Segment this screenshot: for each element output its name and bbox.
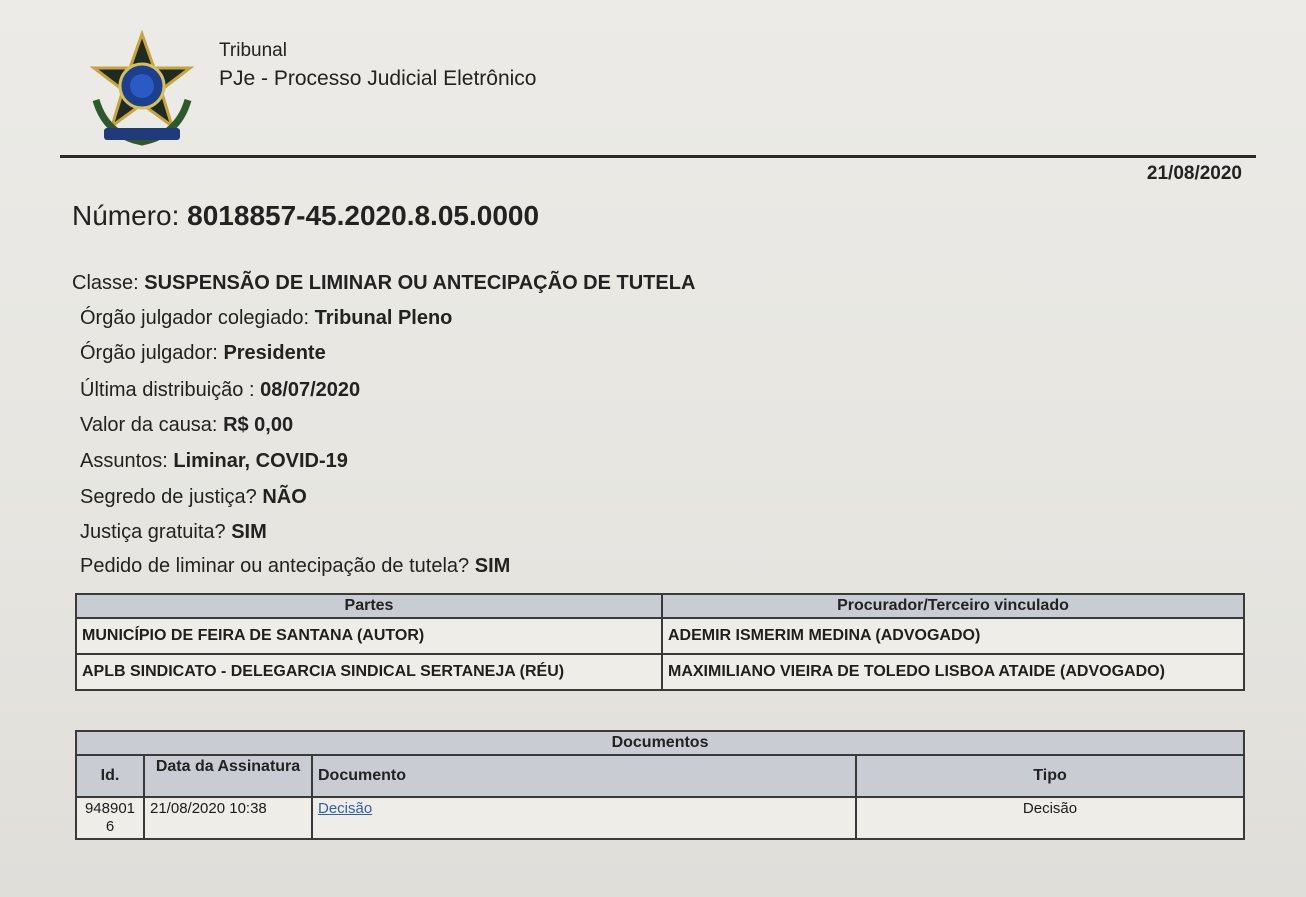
field-orgao-colegiado	[80, 307, 452, 330]
attorney-cell: ADEMIR ISMERIM MEDINA (ADVOGADO)	[662, 618, 1244, 654]
party-cell: MUNICÍPIO DE FEIRA DE SANTANA (AUTOR)	[76, 618, 662, 654]
table-row	[76, 618, 1244, 654]
field-justica-gratuita	[80, 521, 267, 544]
attorney-header: Procurador/Terceiro vinculado	[662, 594, 1244, 618]
field-orgao-julgador	[80, 342, 326, 365]
field-segredo-justica	[80, 486, 307, 509]
attorney-cell: MAXIMILIANO VIEIRA DE TOLEDO LISBOA ATAIDE (ADVOGADO)	[662, 654, 1244, 690]
print-date: 21/08/2020	[1146, 163, 1242, 184]
document-link[interactable]: Decisão	[318, 800, 373, 817]
system-name: PJe - Processo Judicial Eletrônico	[219, 67, 537, 90]
field-valor-causa	[80, 414, 293, 437]
process-number-value: 8018857-45.2020.8.05.0000	[187, 200, 540, 231]
documents-title: Documentos	[76, 731, 1244, 755]
doc-date-cell: 21/08/2020 10:38	[144, 797, 312, 839]
field-value: Liminar, COVID-19	[173, 450, 348, 472]
parties-header: Partes	[76, 594, 662, 618]
field-label: Assuntos:	[80, 450, 168, 472]
doc-name-cell	[312, 797, 856, 839]
doc-type-cell: Decisão	[856, 797, 1244, 839]
field-value: Tribunal Pleno	[314, 307, 453, 329]
documents-table	[75, 730, 1245, 840]
field-pedido-liminar	[80, 555, 510, 578]
court-name: Tribunal	[219, 40, 287, 61]
doc-name-header: Documento	[312, 755, 856, 797]
field-label: Segredo de justiça?	[80, 486, 257, 508]
field-label: Última distribuição :	[80, 379, 255, 401]
field-label: Pedido de liminar ou antecipação de tutela?	[80, 555, 470, 577]
field-value: R$ 0,00	[223, 414, 294, 436]
process-number	[72, 200, 539, 232]
field-ultima-distribuicao	[80, 379, 360, 402]
doc-type-header: Tipo	[856, 755, 1244, 797]
header-divider	[60, 155, 1256, 158]
table-row	[76, 797, 1244, 839]
table-row	[76, 654, 1244, 690]
field-label: Órgão julgador:	[80, 342, 218, 364]
process-number-label: Número:	[72, 200, 180, 231]
parties-header-row	[76, 594, 1244, 618]
doc-id-header: Id.	[76, 755, 144, 797]
party-cell: APLB SINDICATO - DELEGARCIA SINDICAL SERTANEJA (RÉU)	[76, 654, 662, 690]
documents-title-row	[76, 731, 1244, 755]
coat-of-arms-emblem	[86, 30, 198, 150]
field-value: NÃO	[262, 486, 307, 508]
documents-header-row	[76, 755, 1244, 797]
field-value: Presidente	[223, 342, 326, 364]
field-value: SIM	[474, 555, 511, 577]
field-value: SUSPENSÃO DE LIMINAR OU ANTECIPAÇÃO DE TUTELA	[144, 272, 696, 294]
field-label: Justiça gratuita?	[80, 521, 226, 543]
parties-table	[75, 593, 1245, 691]
field-assuntos	[80, 450, 348, 473]
field-label: Classe:	[72, 272, 139, 294]
field-classe	[72, 272, 695, 295]
field-label: Órgão julgador colegiado:	[80, 307, 310, 329]
field-label: Valor da causa:	[80, 414, 218, 436]
doc-id-cell: 9489016	[76, 797, 144, 839]
field-value: 08/07/2020	[260, 379, 361, 401]
doc-date-header: Data da Assinatura	[144, 755, 312, 797]
field-value: SIM	[231, 521, 267, 543]
